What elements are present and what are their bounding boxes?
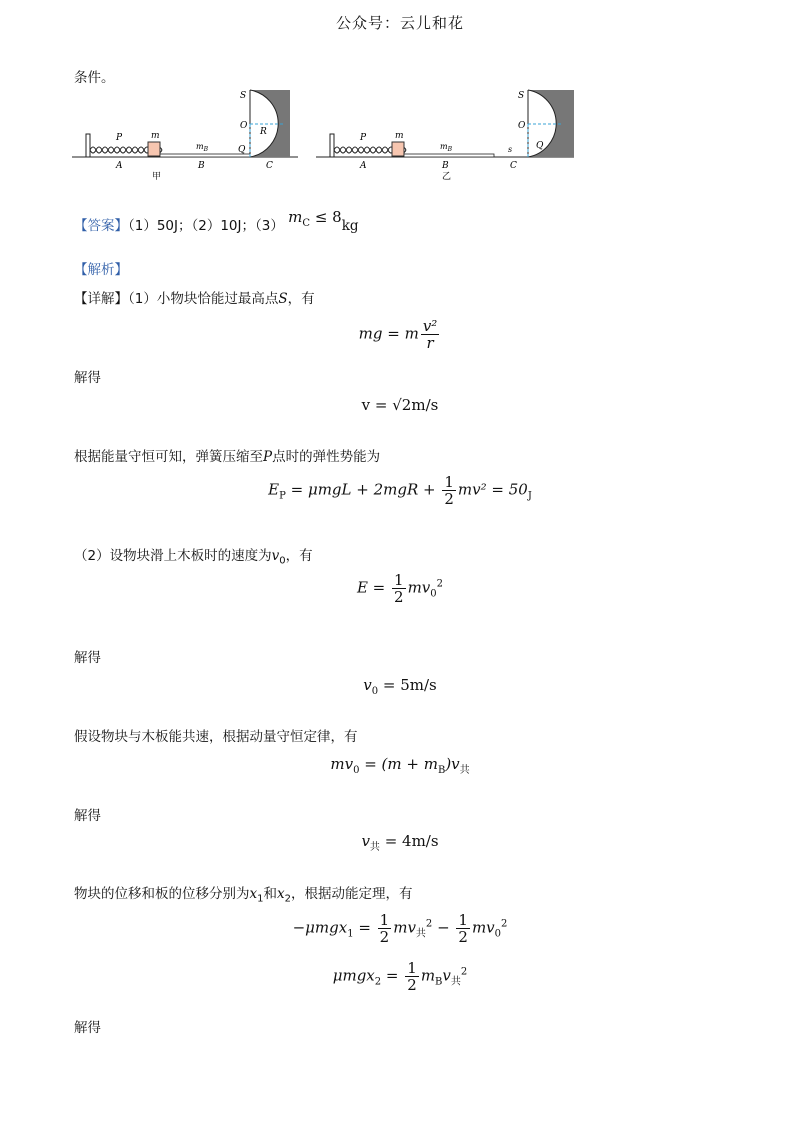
- analysis-tag: 【解析】: [74, 262, 128, 278]
- equation-7: $v_共 = 4m/s$: [361, 832, 439, 853]
- detail-line: 【详解】（1）小物块恰能过最高点S，有: [74, 291, 315, 307]
- label-o: O: [518, 121, 526, 131]
- displacement-line: 物块的位移和板的位移分别为$x_1$和$x_2$，根据动能定理，有: [74, 886, 413, 905]
- label-o: O: [240, 121, 248, 131]
- answer-tag: 【答案】: [74, 218, 128, 234]
- answer-unit: kg: [341, 218, 359, 234]
- equation-9: μmgx$_2$ = $\frac{1}{2}$ $m_Bv_共^2$: [332, 959, 468, 994]
- label-a: A: [360, 161, 367, 171]
- figure-caption-left: 甲: [152, 172, 162, 182]
- answer-text: （1）50J；（2）10J；（3）: [128, 218, 284, 234]
- label-s: S: [518, 91, 525, 101]
- answer-line: [74, 208, 359, 237]
- part2-line: （2）设物块滑上木板时的速度为$v_0$，有: [74, 548, 313, 567]
- momentum-line: 假设物块与木板能共速，根据动量守恒定律，有: [74, 729, 358, 745]
- equation-5: $v_0 = 5m/s$: [363, 676, 437, 697]
- intro-tail: 条件。: [74, 70, 115, 86]
- jiede-3: 解得: [74, 808, 101, 824]
- figure-right: [316, 86, 586, 182]
- label-p: P: [360, 133, 367, 143]
- label-s-small: s: [508, 145, 513, 154]
- label-m: m: [395, 131, 404, 141]
- jiede-1: 解得: [74, 370, 101, 386]
- jiede-2: 解得: [74, 650, 101, 666]
- answer-formula: $m_C \le 8$: [288, 208, 342, 229]
- energy-line: 根据能量守恒可知，弹簧压缩至P点时的弹性势能为: [74, 449, 381, 465]
- label-a: A: [116, 161, 123, 171]
- figure-left: [72, 86, 312, 182]
- label-c: C: [266, 161, 273, 171]
- equation-1: mg = m $\frac{\text{v²}}{r}$: [358, 317, 438, 352]
- label-b: B: [442, 161, 449, 171]
- label-mb: $m_B$: [440, 142, 453, 153]
- equation-4: E = $\frac{1}{2}$ $mv_0^2$: [356, 571, 444, 606]
- equation-3: $E_P = \mu mgL + 2mgR$ + $\frac{1}{2}$ $mv^2 = 50_J$: [268, 473, 532, 508]
- label-p: P: [116, 133, 123, 143]
- label-r: R: [260, 127, 267, 137]
- equation-2: v = √2m/s: [361, 396, 439, 414]
- label-mb: $m_B$: [196, 142, 209, 153]
- label-q: Q: [536, 141, 544, 151]
- page-header: 公众号：云儿和花: [335, 14, 464, 32]
- figure-caption-right: 乙: [442, 172, 452, 182]
- equation-8: −μmgx$_1$ = $\frac{1}{2}$ $mv_共^2$ − $\frac{1}{2}$ $mv_0^2$: [292, 911, 508, 946]
- equation-6: $mv_0 = (m + m_B)v_共$: [330, 755, 470, 776]
- label-m: m: [151, 131, 160, 141]
- label-q: Q: [238, 145, 246, 155]
- label-s: S: [240, 91, 247, 101]
- label-b: B: [198, 161, 205, 171]
- jiede-4: 解得: [74, 1020, 101, 1036]
- label-c: C: [510, 161, 517, 171]
